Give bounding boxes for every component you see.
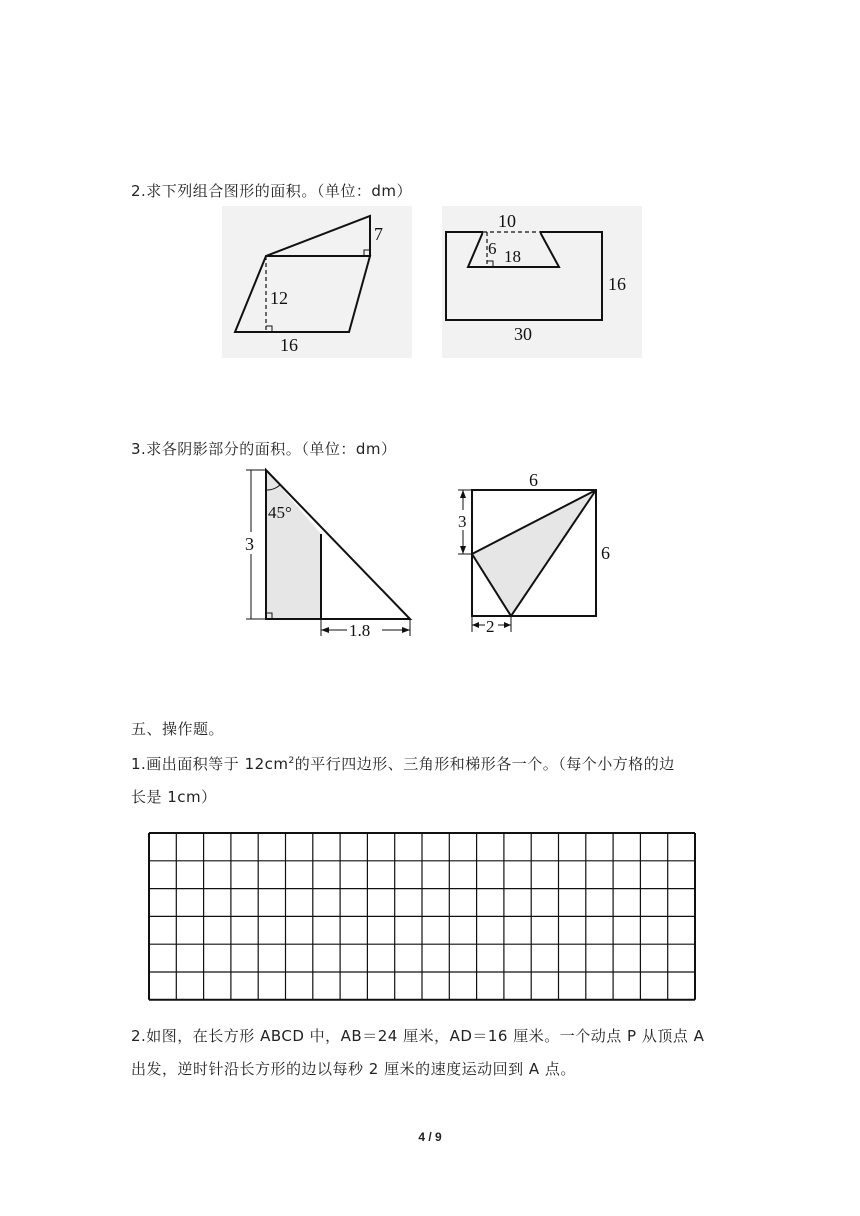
label-45-degrees: 45°: [268, 503, 292, 522]
arrow-head: [504, 622, 511, 628]
label-16: 16: [608, 274, 626, 294]
label-1-8: 1.8: [349, 621, 371, 640]
shaded-figure-c: [240, 466, 425, 646]
operation-1-line-1: [131, 753, 675, 774]
arrow-head: [402, 627, 410, 633]
label-7: 7: [374, 224, 383, 244]
question-2-text: 2.求下列组合图形的面积。（单位：dm）: [131, 182, 412, 200]
arrow-head: [460, 546, 466, 554]
drawing-grid[interactable]: [148, 832, 698, 1002]
question-3-text: 3.求各阴影部分的面积。（单位：dm）: [131, 440, 397, 458]
label-6-right: 6: [601, 543, 610, 563]
label-18: 18: [504, 247, 521, 266]
label-2: 2: [486, 617, 495, 635]
operation-1-line-2: 长是 1cm）: [131, 788, 217, 806]
operation-2-line-1: 2.如图，在长方形 ABCD 中，AB＝24 厘米，AD＝16 厘米。一个动点 P 从顶点 A: [131, 1027, 705, 1045]
arrow-head: [472, 622, 479, 628]
label-16: 16: [280, 335, 298, 355]
composite-figure-b: [442, 206, 642, 358]
label-30: 30: [514, 324, 532, 344]
operation-1-text-b: 的平行四边形、三角形和梯形各一个。（每个小方格的边: [294, 755, 675, 773]
arrow-head: [460, 490, 466, 498]
label-10: 10: [498, 211, 516, 231]
shaded-region: [266, 470, 321, 619]
operation-2-line-2: 出发，逆时针沿长方形的边以每秒 2 厘米的速度运动回到 A 点。: [131, 1060, 576, 1078]
section-5-title: 五、操作题。: [131, 720, 225, 738]
shaded-figure-d: [452, 470, 622, 635]
label-3: 3: [245, 534, 254, 554]
page-number: 4 / 9: [418, 1130, 442, 1144]
composite-figure-a: [222, 206, 412, 358]
label-12: 12: [270, 288, 288, 308]
label-6-top: 6: [529, 470, 538, 490]
label-6: 6: [488, 239, 497, 258]
shaded-triangle: [472, 490, 596, 616]
operation-1-text-a: 1.画出面积等于 12cm: [131, 755, 289, 773]
arrow-head: [321, 627, 329, 633]
label-3: 3: [458, 512, 467, 531]
superscript-2: 2: [288, 756, 295, 766]
